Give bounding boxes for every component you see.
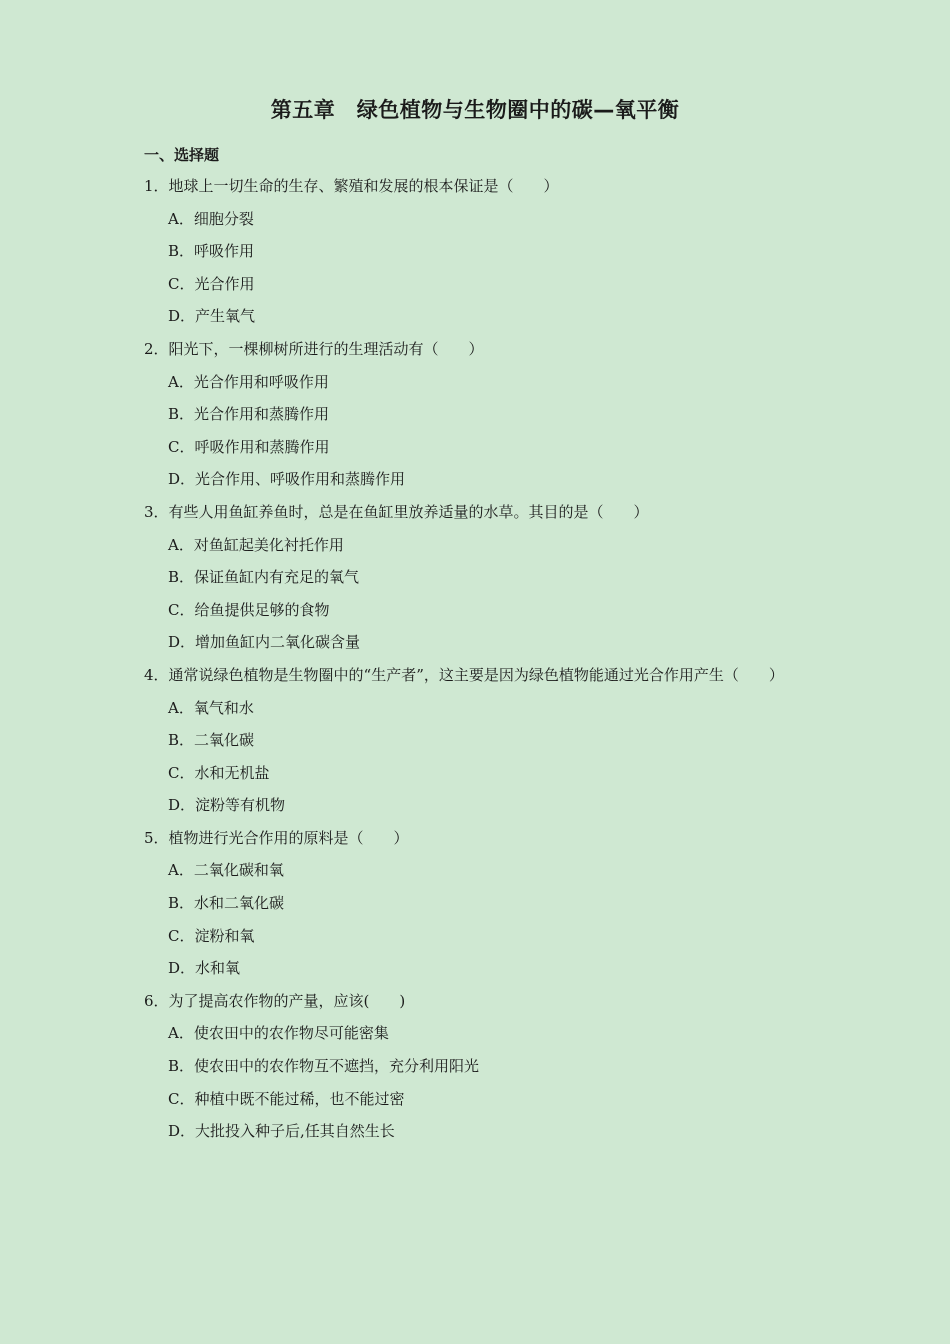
page-title: 第五章 绿色植物与生物圈中的碳—氧平衡 bbox=[270, 98, 680, 122]
section-heading: 一、选择题 bbox=[144, 146, 220, 164]
question-1 bbox=[144, 170, 824, 333]
question-6 bbox=[144, 985, 824, 1148]
answer-option: A．二氧化碳和氧 bbox=[168, 861, 284, 880]
question-stem: 3．有些人用鱼缸养鱼时，总是在鱼缸里放养适量的水草。其目的是（ ） bbox=[144, 502, 649, 521]
answer-option: D．淀粉等有机物 bbox=[168, 796, 286, 815]
answer-option: B．使农田中的农作物互不遮挡，充分利用阳光 bbox=[168, 1057, 480, 1076]
answer-option: A．氧气和水 bbox=[168, 698, 254, 717]
question-stem: 1．地球上一切生命的生存、繁殖和发展的根本保证是（ ） bbox=[144, 177, 559, 195]
question-stem: 2．阳光下，一棵柳树所进行的生理活动有（ ） bbox=[144, 339, 484, 358]
answer-option: C．水和无机盐 bbox=[168, 763, 270, 782]
question-3 bbox=[144, 496, 824, 659]
answer-option: B．保证鱼缸内有充足的氧气 bbox=[168, 568, 360, 587]
answer-option: C．呼吸作用和蒸腾作用 bbox=[168, 437, 330, 456]
question-2 bbox=[144, 333, 824, 496]
question-stem: 5．植物进行光合作用的原料是（ ） bbox=[144, 828, 409, 847]
answer-option: A．细胞分裂 bbox=[168, 209, 254, 228]
answer-option: C．给鱼提供足够的食物 bbox=[168, 600, 330, 619]
question-stem: 6．为了提高农作物的产量，应该( ) bbox=[144, 991, 406, 1010]
answer-option: C．光合作用 bbox=[168, 274, 255, 293]
answer-option: D．大批投入种子后,任其自然生长 bbox=[168, 1122, 395, 1141]
answer-option: D．增加鱼缸内二氧化碳含量 bbox=[168, 633, 361, 652]
answer-option: C．淀粉和氧 bbox=[168, 926, 255, 945]
question-5 bbox=[144, 822, 824, 985]
answer-option: B．水和二氧化碳 bbox=[168, 894, 285, 913]
answer-option: C．种植中既不能过稀，也不能过密 bbox=[168, 1089, 405, 1108]
answer-option: A．光合作用和呼吸作用 bbox=[168, 372, 329, 391]
answer-option: A．对鱼缸起美化衬托作用 bbox=[168, 535, 344, 554]
answer-option: D．水和氧 bbox=[168, 959, 241, 978]
answer-option: B．光合作用和蒸腾作用 bbox=[168, 405, 330, 424]
answer-option: D．光合作用、呼吸作用和蒸腾作用 bbox=[168, 470, 406, 489]
answer-option: A．使农田中的农作物尽可能密集 bbox=[168, 1024, 389, 1043]
answer-option: B．呼吸作用 bbox=[168, 242, 255, 261]
answer-option: D．产生氧气 bbox=[168, 307, 256, 326]
question-list bbox=[144, 170, 824, 1148]
answer-option: B．二氧化碳 bbox=[168, 731, 255, 750]
question-4 bbox=[144, 659, 824, 822]
question-stem: 4．通常说绿色植物是生物圈中的“生产者”，这主要是因为绿色植物能通过光合作用产生（ ） bbox=[144, 665, 784, 684]
